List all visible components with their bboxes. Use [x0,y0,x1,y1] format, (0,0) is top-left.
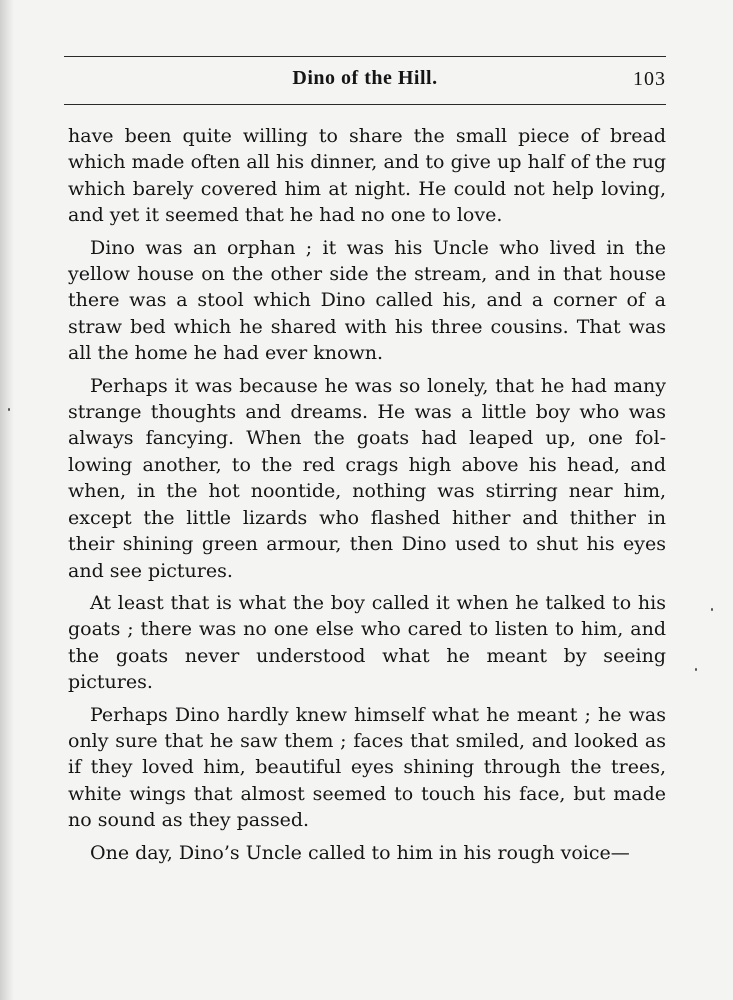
paragraph-3: Perhaps it was because he was so lonely, that he had many strange thoughts and dreams. He was a little boy who was always fancying. When the goats had leaped up, one following another, to the red crags high above his head, and when, in the hot noontide, nothing was stirring near him, except the little lizards who flashed hither and thither in their shining green armour, then Dino used to shut his eyes and see pictures. [68,374,666,582]
body-text [68,123,666,872]
paper-speck [8,408,10,411]
paragraph-2: Dino was an orphan ; it was his Uncle who lived in the yellow house on the other side the stream, and in that house there was a stool which Dino called his, and a corner of a straw bed which he shared with his three cousins. That was all the home he had ever known. [68,236,666,365]
running-head [64,51,666,110]
running-title: Dino of the Hill. [292,67,438,89]
paper-speck [711,608,713,611]
header-rule-bottom [64,104,666,105]
paragraph-4: At least that is what the boy called it when he talked to his goats ; there was no one else who cared to listen to him, and the goats never understood what he meant by seeing pictures. [68,591,666,694]
page-gutter-shadow [0,0,14,1000]
paragraph-5: Perhaps Dino hardly knew himself what he meant ; he was only sure that he saw them ; faces that smiled, and looked as if they loved him, beautiful eyes shining through the trees, white wings that almost seemed to touch his face, but made no sound as they passed. [68,703,666,832]
paragraph-6: One day, Dino’s Uncle called to him in his rough voice— [90,841,630,864]
paper-speck [695,668,697,671]
paragraph-1: have been quite willing to share the small piece of bread which made often all his dinner, and to give up half of the rug which barely covered him at night. He could not help loving, and yet it seemed that he had no one to love. [68,125,666,227]
header-rule-top [64,56,666,57]
page-number: 103 [633,68,666,90]
